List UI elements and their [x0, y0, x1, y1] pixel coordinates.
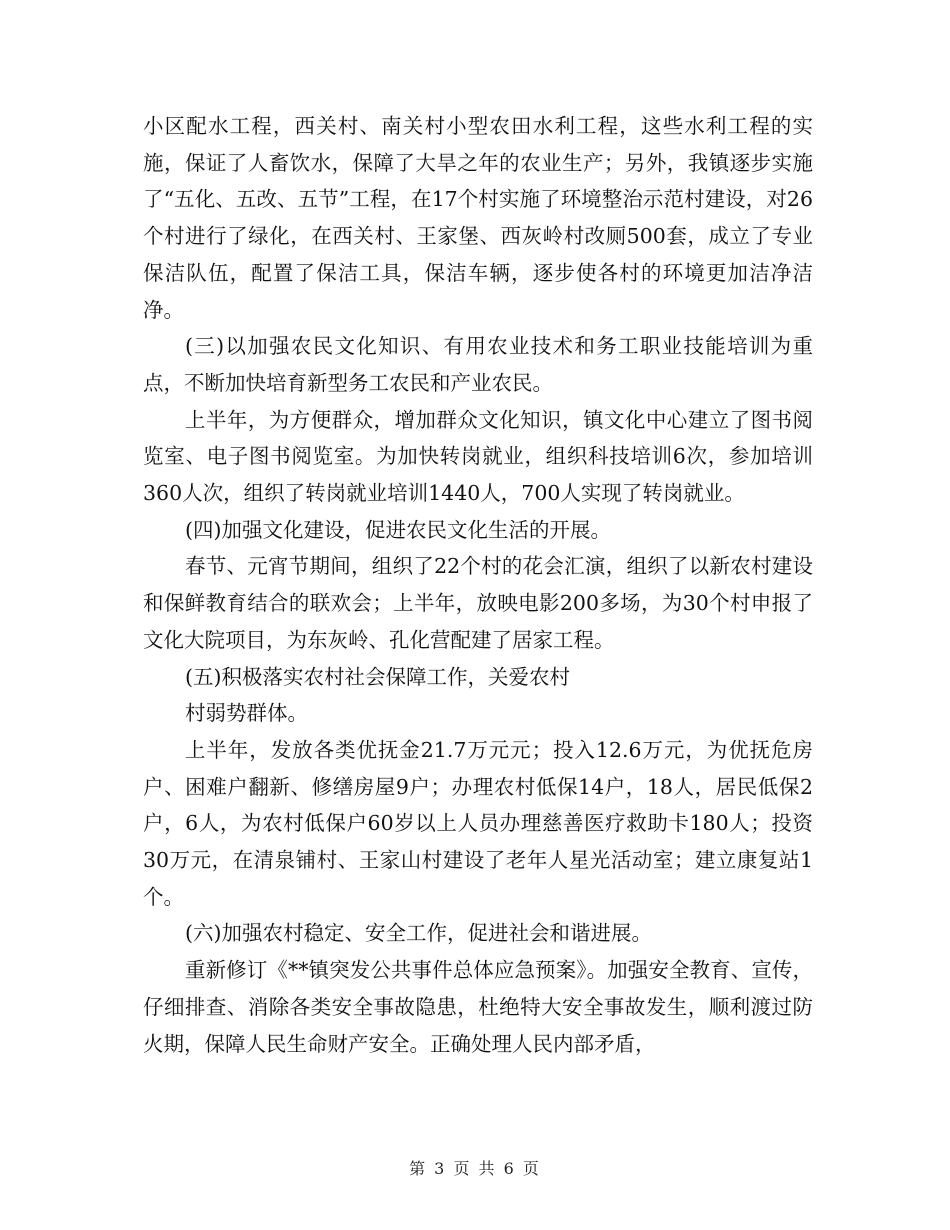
heading-section-4: (四)加强文化建设，促进农民文化生活的开展。	[185, 517, 611, 542]
heading-section-6: (六)加强农村稳定、安全工作，促进社会和谐进展。	[185, 921, 652, 946]
paragraph-training: 上半年，为方便群众，增加群众文化知识，镇文化中心建立了图书阅览室、电子图书阅览室。为加快转岗就业，组织科技培训6次，参加培训360人次，组织了转岗就业培训1440人，700人实现了转岗就业。	[143, 407, 813, 506]
heading-section-5: (五)积极落实农村社会保障工作，关爱农村	[185, 664, 570, 689]
heading-section-3: (三)以加强农民文化知识、有用农业技术和务工职业技能培训为重点，不断加快培育新型务工农民和产业农民。	[143, 334, 813, 395]
paragraph-culture: 春节、元宵节期间，组织了22个村的花会汇演，组织了以新农村建设和保鲜教育结合的联欢会；上半年，放映电影200多场，为30个村申报了文化大院项目，为东灰岭、孔化营配建了居家工程。	[143, 554, 813, 652]
page-number-footer: 第 3 页 共 6 页	[409, 1159, 541, 1178]
document-body	[143, 108, 813, 1062]
paragraph-social-security: 上半年，发放各类优抚金21.7万元元；投入12.6万元，为优抚危房户、困难户翻新、修缮房屋9户；办理农村低保14户，18人，居民低保2户，6人，为农村低保户60岁以上人员办理慈善医疗救助卡180人；投资30万元，在清泉铺村、王家山村建设了老年人星光活动室；建立康复站1个。	[143, 737, 813, 909]
paragraph-safety: 重新修订《**镇突发公共事件总体应急预案》。加强安全教育、宣传，仔细排查、消除各类安全事故隐患，杜绝特大安全事故发生，顺利渡过防火期，保障人民生命财产安全。正确处理人民内部矛盾，	[143, 958, 813, 1056]
paragraph-water-projects: 小区配水工程，西关村、南关村小型农田水利工程，这些水利工程的实施，保证了人畜饮水，保障了大旱之年的农业生产；另外，我镇逐步实施了“五化、五改、五节”工程，在17个村实施了环境整治示范村建设，对26个村进行了绿化，在西关村、王家堡、西灰岭村改厕500套，成立了专业保洁队伍，配置了保洁工具，保洁车辆，逐步使各村的环境更加洁净洁净。	[143, 114, 813, 322]
heading-section-5-cont: 村弱势群体。	[185, 701, 308, 726]
